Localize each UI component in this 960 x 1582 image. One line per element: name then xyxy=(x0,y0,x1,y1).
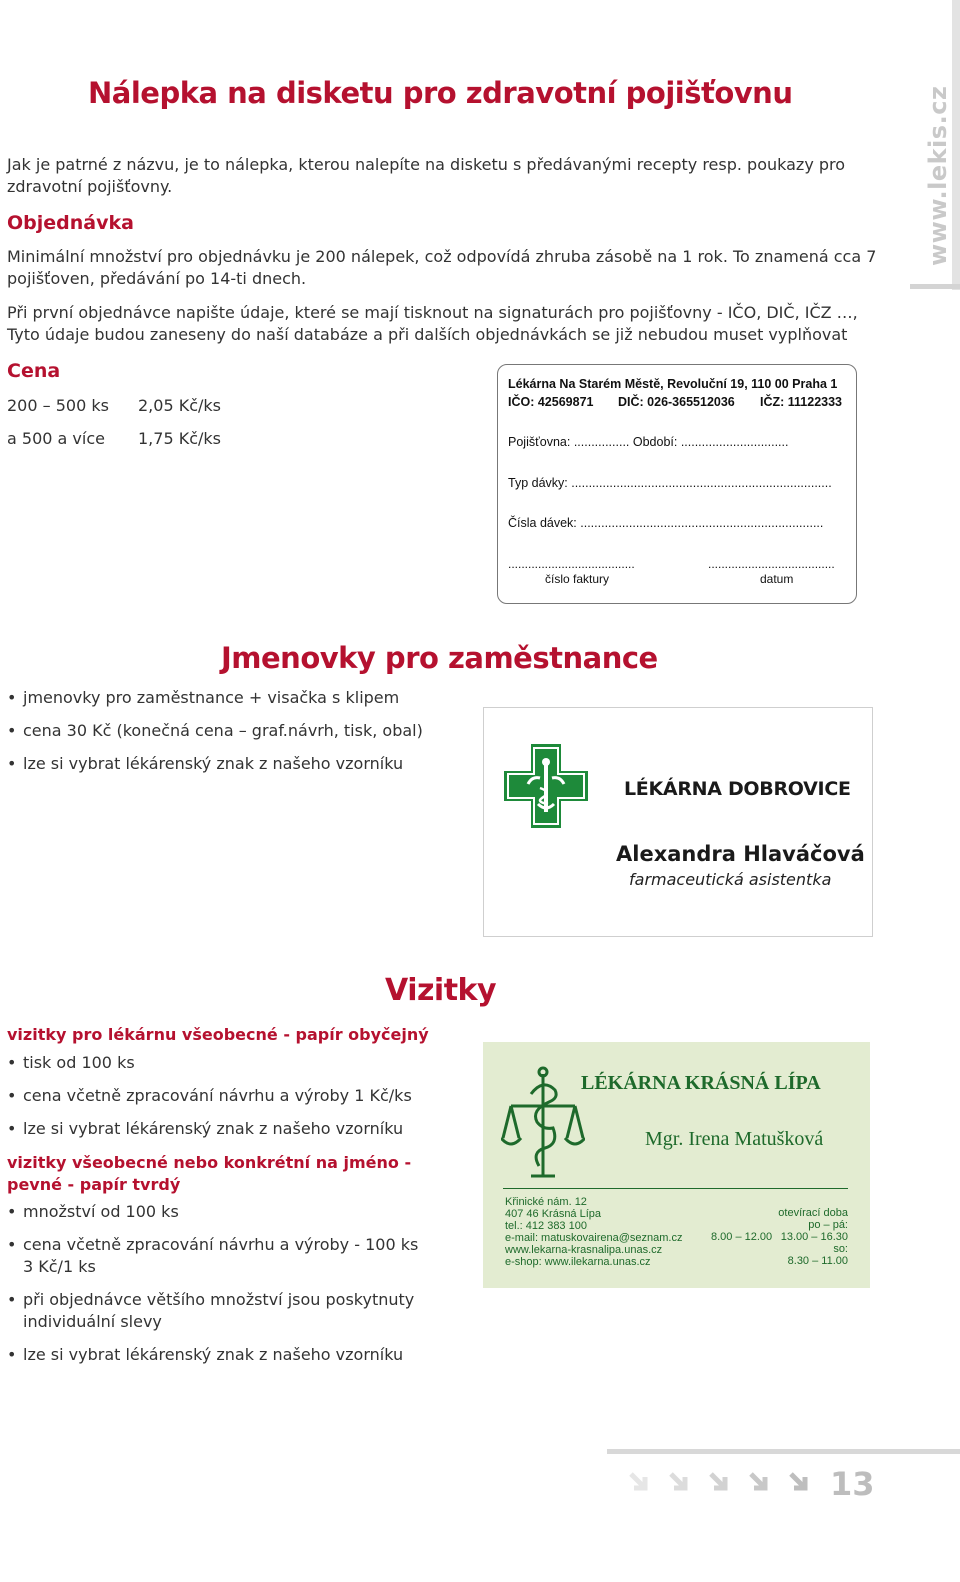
cards-subheading-1: vizitky pro lékárnu všeobecné - papír obyčejný xyxy=(7,1025,429,1044)
down-right-arrow-icon xyxy=(708,1471,730,1493)
list-item: • lze si vybrat lékárenský znak z našeho vzorníku xyxy=(7,1118,447,1140)
list-item: • cena včetně zpracování návrhu a výroby 1 Kč/ks xyxy=(7,1085,447,1107)
card-divider xyxy=(503,1188,848,1189)
price-row xyxy=(7,396,307,418)
card-owner-name: Mgr. Irena Matušková xyxy=(645,1128,824,1150)
cards-subheading-2: vizitky všeobecné nebo konkrétní na jméno - pevné - papír tvrdý xyxy=(7,1153,412,1194)
cards-bullet-list-2 xyxy=(7,1201,427,1366)
sticker-icz: IČZ: 11122333 xyxy=(760,395,843,409)
sticker-date-dots: ...................................... xyxy=(708,557,835,571)
card-pharmacy-name: LÉKÁRNA KRÁSNÁ LÍPA xyxy=(581,1072,821,1094)
business-card-sample xyxy=(483,1042,870,1288)
sticker-insurer-line: Pojišťovna: ................ Období: ............................... xyxy=(508,435,789,449)
badge-pharmacy-name: LÉKÁRNA DOBROVICE xyxy=(624,778,851,800)
list-item: • cena 30 Kč (konečná cena – graf.návrh, tisk, obal) xyxy=(7,720,467,742)
list-item: • množství od 100 ks xyxy=(7,1201,427,1223)
sticker-date-label: datum xyxy=(760,572,794,586)
section-title-cards: Vizitky xyxy=(385,973,497,1008)
sticker-batch-type-line: Typ dávky: ........................................................................... xyxy=(508,476,832,490)
badge-role: farmaceutická asistentka xyxy=(629,870,832,889)
price-qty: 200 – 500 ks xyxy=(7,396,109,415)
sticker-dic: DIČ: 026-365512036 xyxy=(618,395,735,409)
price-value: 1,75 Kč/ks xyxy=(138,429,221,448)
horizontal-rule xyxy=(910,284,960,289)
list-item: • při objednávce většího množství jsou poskytnuty individuální slevy xyxy=(7,1289,427,1333)
sticker-ico: IČO: 42569871 xyxy=(508,395,594,409)
site-url xyxy=(918,85,960,270)
card-address-line: tel.: 412 383 100 xyxy=(505,1220,587,1232)
card-days-weekday: po – pá: xyxy=(808,1219,848,1231)
name-badge-sample xyxy=(483,707,873,937)
down-right-arrow-icon xyxy=(628,1471,650,1493)
card-days-saturday: so: xyxy=(833,1243,848,1255)
sticker-batch-numbers-line: Čísla dávek: ...................................................................... xyxy=(508,516,824,530)
sticker-invoice-dots: ...................................... xyxy=(508,557,635,571)
section-title-sticker: Nálepka na disketu pro zdravotní pojišťovnu xyxy=(88,76,793,110)
down-right-arrow-icon xyxy=(748,1471,770,1493)
card-hours-afternoon: 13.00 – 16.30 xyxy=(780,1231,848,1243)
card-address-line: e-shop: www.ilekarna.unas.cz xyxy=(505,1256,651,1268)
card-address-line: e-mail: matuskovairena@seznam.cz xyxy=(505,1232,683,1244)
scales-of-justice-snake-icon xyxy=(501,1064,585,1184)
first-order-paragraph: Při první objednávce napište údaje, které se mají tisknout na signaturách pro pojišťovny - IČO, DIČ, IČZ …, Tyto údaje budou zaneseny do naší databáze a při dalších objednávkách se již nebudou muset vyplňovat xyxy=(7,303,858,344)
card-hours-label: otevírací doba xyxy=(778,1207,848,1219)
badge-person-name: Alexandra Hlaváčová xyxy=(616,842,865,866)
badges-bullet-list xyxy=(7,687,467,775)
list-item: • lze si vybrat lékárenský znak z našeho vzorníku xyxy=(7,753,467,775)
card-hours-morning: 8.00 – 12.00 xyxy=(711,1231,773,1243)
page-number: 13 xyxy=(830,1465,875,1503)
sticker-invoice-label: číslo faktury xyxy=(545,572,610,586)
card-address-line: www.lekarna-krasnalipa.unas.cz xyxy=(505,1244,663,1256)
intro-paragraph: Jak je patrné z názvu, je to nálepka, kterou nalepíte na disketu s předávanými recepty resp. poukazy pro zdravotní pojišťovny. xyxy=(7,155,846,196)
card-address-line: 407 46 Krásná Lípa xyxy=(505,1208,602,1220)
down-right-arrow-icon xyxy=(788,1471,810,1493)
sticker-sample xyxy=(497,364,857,604)
order-heading: Objednávka xyxy=(7,212,134,234)
pharmacy-cross-icon xyxy=(502,742,590,830)
section-title-badges: Jmenovky pro zaměstnance xyxy=(221,641,658,675)
list-item: • jmenovky pro zaměstnance + visačka s klipem xyxy=(7,687,467,709)
list-item: • lze si vybrat lékárenský znak z našeho vzorníku xyxy=(7,1344,427,1366)
order-paragraph: Minimální množství pro objednávku je 200 nálepek, což odpovídá zhruba zásobě na 1 rok. To znamená cca 7 pojišťoven, předávání po 14-ti dnech. xyxy=(7,247,877,288)
price-row xyxy=(7,429,307,451)
list-item: • cena včetně zpracování návrhu a výroby - 100 ks 3 Kč/1 ks xyxy=(7,1234,427,1278)
list-item: • tisk od 100 ks xyxy=(7,1052,447,1074)
price-value: 2,05 Kč/ks xyxy=(138,396,221,415)
down-right-arrow-icon xyxy=(668,1471,690,1493)
price-qty: a 500 a více xyxy=(7,429,105,448)
site-label-block xyxy=(918,0,960,290)
sticker-pharmacy-line: Lékárna Na Starém Městě, Revoluční 19, 110 00 Praha 1 xyxy=(508,377,838,391)
price-heading: Cena xyxy=(7,360,61,382)
site-url-text: www.lekis.cz xyxy=(924,85,952,266)
card-address-line: Křinické nám. 12 xyxy=(505,1196,587,1208)
cards-bullet-list-1 xyxy=(7,1052,447,1140)
footer-rule xyxy=(607,1449,960,1454)
card-hours-saturday: 8.30 – 11.00 xyxy=(787,1255,848,1267)
